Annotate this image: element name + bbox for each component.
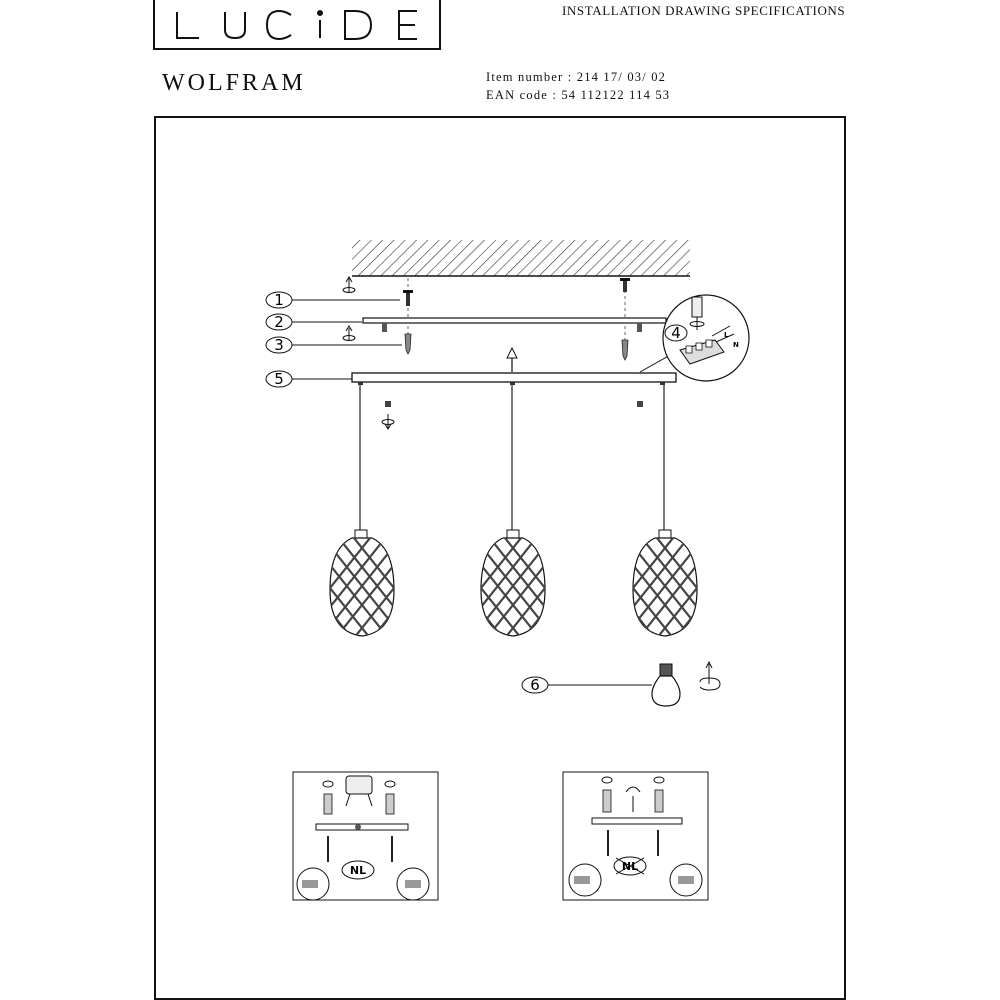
callout-6-number: 6 bbox=[530, 676, 540, 694]
screw-top-left bbox=[403, 290, 413, 306]
ean-code-label: EAN code : bbox=[486, 88, 558, 102]
wire-label-n: N bbox=[733, 341, 739, 349]
grub-screw-right bbox=[637, 401, 643, 407]
pendant-shade-left bbox=[286, 528, 438, 656]
panel-left-badge: NL bbox=[349, 864, 367, 877]
wall-plug-left bbox=[405, 334, 411, 354]
wire-label-l: L bbox=[724, 331, 729, 339]
ean-code-value: 54 112122 114 53 bbox=[561, 88, 671, 102]
wall-plug-right bbox=[622, 340, 628, 360]
pendant-shade-right bbox=[589, 528, 741, 656]
callout-2-number: 2 bbox=[274, 313, 284, 331]
callout-3 bbox=[266, 336, 402, 354]
rotate-arrow-grub bbox=[382, 414, 394, 429]
callout-4 bbox=[665, 324, 687, 342]
item-number-value: 214 17/ 03/ 02 bbox=[576, 70, 667, 84]
callout-5 bbox=[266, 370, 352, 388]
wiring-detail bbox=[640, 295, 749, 381]
light-bulb bbox=[652, 664, 680, 706]
document-title: INSTALLATION DRAWING SPECIFICATIONS bbox=[562, 3, 846, 18]
lift-arrow bbox=[507, 348, 517, 372]
ceiling bbox=[352, 240, 690, 276]
callout-5-number: 5 bbox=[274, 370, 284, 388]
rotate-arrow-upper bbox=[343, 277, 355, 293]
product-name: WOLFRAM bbox=[162, 70, 306, 96]
screw-top-right bbox=[620, 278, 630, 292]
callout-3-number: 3 bbox=[274, 336, 284, 354]
rotate-arrow-bulb bbox=[700, 662, 720, 690]
panel-right-badge: NL bbox=[621, 860, 639, 873]
item-number-label: Item number : bbox=[486, 70, 573, 84]
grub-screw-left bbox=[385, 401, 391, 407]
callout-6 bbox=[522, 676, 652, 694]
callout-4-number: 4 bbox=[671, 324, 681, 342]
callout-1 bbox=[266, 291, 400, 309]
callout-1-number: 1 bbox=[274, 291, 284, 309]
canopy-bar bbox=[352, 373, 676, 385]
mounting-panel-right bbox=[563, 772, 708, 900]
mounting-plate bbox=[363, 318, 666, 332]
rotate-arrow-lower bbox=[343, 326, 355, 341]
mounting-panel-left bbox=[293, 772, 438, 900]
pendant-shade-middle bbox=[437, 528, 589, 656]
